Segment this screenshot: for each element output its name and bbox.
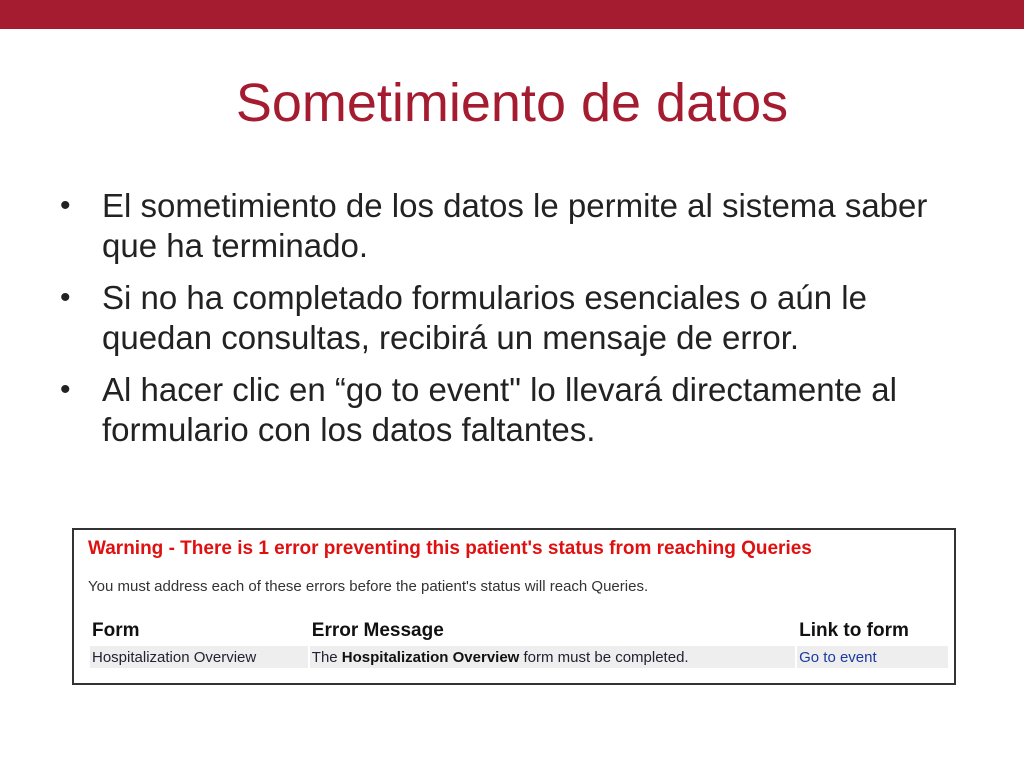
go-to-event-link[interactable]: Go to event <box>799 648 877 666</box>
link-cell <box>797 646 948 668</box>
bullet-item <box>60 370 980 450</box>
error-screenshot-panel <box>72 528 956 685</box>
column-header-form: Form <box>92 620 140 641</box>
bullet-item <box>60 186 980 266</box>
message-suffix: form must be completed. <box>519 648 689 666</box>
slide-title: Sometimiento de datos <box>235 73 789 133</box>
warning-description: You must address each of these errors before the patient's status will reach Queries. <box>88 578 649 595</box>
top-accent-bar <box>0 0 1024 29</box>
error-table <box>88 616 950 668</box>
bullet-dot-icon: • <box>60 373 71 406</box>
message-prefix: The <box>311 648 342 666</box>
error-table-header <box>90 616 948 646</box>
bullet-item <box>60 278 980 358</box>
bullet-text: Al hacer clic en “go to event" lo llevará directamente al formulario con los datos faltantes. <box>102 371 897 448</box>
column-header-link: Link to form <box>799 620 909 641</box>
bullet-dot-icon: • <box>60 189 71 222</box>
bullet-dot-icon: • <box>60 281 71 314</box>
bullet-text: Si no ha completado formularios esenciales o aún le quedan consultas, recibirá un mensaje de error. <box>102 279 867 356</box>
bullet-list <box>60 186 980 462</box>
table-row <box>90 646 948 668</box>
message-form-name: Hospitalization Overview <box>341 648 520 666</box>
column-header-error-message: Error Message <box>311 620 444 641</box>
bullet-text: El sometimiento de los datos le permite al sistema saber que ha terminado. <box>102 187 928 264</box>
warning-title: Warning - There is 1 error preventing this patient's status from reaching Queries <box>88 538 812 559</box>
error-message-cell <box>310 646 795 668</box>
form-name-cell: Hospitalization Overview <box>90 646 308 668</box>
